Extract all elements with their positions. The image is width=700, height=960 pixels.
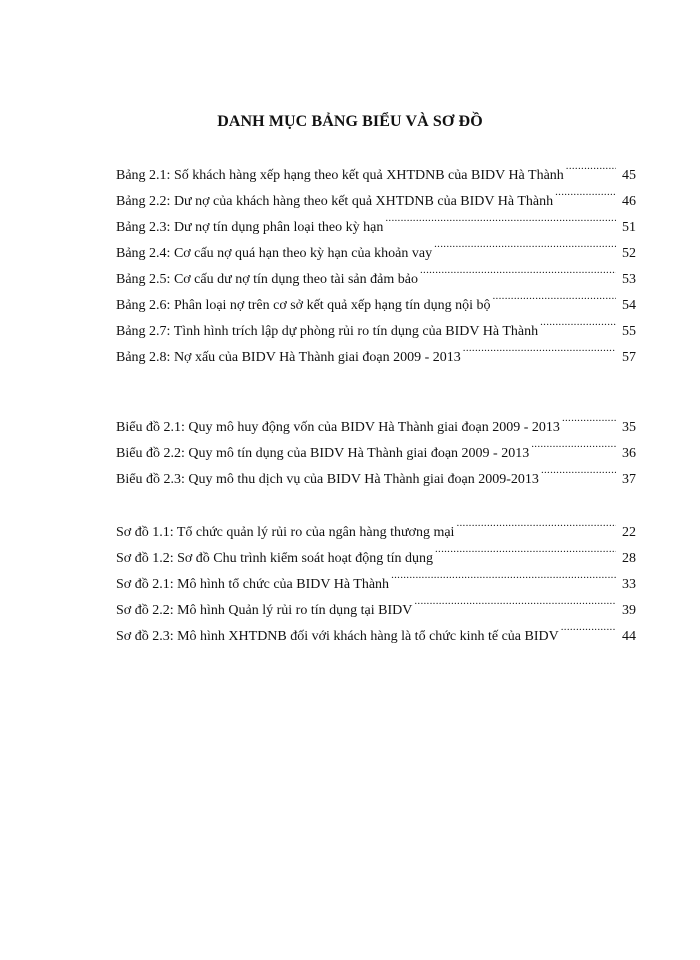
dot-leader [385,205,616,231]
table-list [116,153,636,365]
dot-leader [540,309,616,335]
dot-leader [434,231,616,257]
dot-leader [420,257,616,283]
toc-entry-page: 44 [622,629,636,644]
toc-entry-page: 55 [622,324,636,339]
toc-entry-label: Biểu đồ 2.1: Quy mô huy động vốn của BIDV Hà Thành giai đoạn 2009 - 2013 [116,420,560,435]
dot-leader [456,510,616,536]
toc-entry-label: Bảng 2.8: Nợ xấu của BIDV Hà Thành giai đoạn 2009 - 2013 [116,350,461,365]
toc-entry-page: 22 [622,525,636,540]
toc-entry-page: 46 [622,194,636,209]
toc-entry-label: Bảng 2.2: Dư nợ của khách hàng theo kết quả XHTDNB của BIDV Hà Thành [116,194,554,209]
page-title: DANH MỤC BẢNG BIỂU VÀ SƠ ĐỒ [217,113,483,130]
toc-entry-page: 54 [622,298,636,313]
dot-leader [391,562,616,588]
toc-entry-page: 53 [622,272,636,287]
dot-leader [562,405,616,431]
toc-entry-label: Bảng 2.5: Cơ cấu dư nợ tín dụng theo tài sản đảm bảo [116,272,418,287]
diagram-list [116,510,636,644]
toc-entry [116,153,636,183]
toc-entry-page: 52 [622,246,636,261]
dot-leader [566,153,616,179]
dot-leader [531,431,616,457]
toc-entry-page: 57 [622,350,636,365]
toc-entry-page: 45 [622,168,636,183]
dot-leader [463,335,616,361]
toc-entry [116,510,636,540]
toc-entry-label: Sơ đồ 1.2: Sơ đồ Chu trình kiểm soát hoạt động tín dụng [116,551,433,566]
dot-leader [541,457,616,483]
toc-entry-label: Bảng 2.1: Số khách hàng xếp hạng theo kết quả XHTDNB của BIDV Hà Thành [116,168,564,183]
dot-leader [435,536,616,562]
toc-entry-page: 37 [622,472,636,487]
toc-entry [116,405,636,435]
toc-entry-label: Bảng 2.6: Phân loại nợ trên cơ sở kết quả xếp hạng tín dụng nội bộ [116,298,491,313]
dot-leader [493,283,617,309]
toc-entry-page: 51 [622,220,636,235]
toc-entry-page: 39 [622,603,636,618]
toc-entry-label: Sơ đồ 1.1: Tổ chức quản lý rủi ro của ngân hàng thương mại [116,525,455,540]
toc-entry-label: Biểu đồ 2.2: Quy mô tín dụng của BIDV Hà Thành giai đoạn 2009 - 2013 [116,446,530,461]
dot-leader [561,614,616,640]
toc-entry-label: Sơ đồ 2.2: Mô hình Quản lý rủi ro tín dụng tại BIDV [116,603,413,618]
toc-entry-label: Sơ đồ 2.1: Mô hình tổ chức của BIDV Hà Thành [116,577,390,592]
toc-entry-page: 28 [622,551,636,566]
toc-entry-page: 35 [622,420,636,435]
toc-entry-label: Bảng 2.7: Tình hình trích lập dự phòng rủi ro tín dụng của BIDV Hà Thành [116,324,539,339]
dot-leader [414,588,616,614]
dot-leader [555,179,616,205]
chart-list [116,405,636,487]
toc-entry-label: Bảng 2.4: Cơ cấu nợ quá hạn theo kỳ hạn của khoản vay [116,246,433,261]
toc-entry-page: 36 [622,446,636,461]
toc-entry-label: Sơ đồ 2.3: Mô hình XHTDNB đối với khách hàng là tổ chức kinh tế của BIDV [116,629,559,644]
toc-entry-page: 33 [622,577,636,592]
toc-entry-label: Biểu đồ 2.3: Quy mô thu dịch vụ của BIDV Hà Thành giai đoạn 2009-2013 [116,472,539,487]
toc-entry-label: Bảng 2.3: Dư nợ tín dụng phân loại theo kỳ hạn [116,220,384,235]
